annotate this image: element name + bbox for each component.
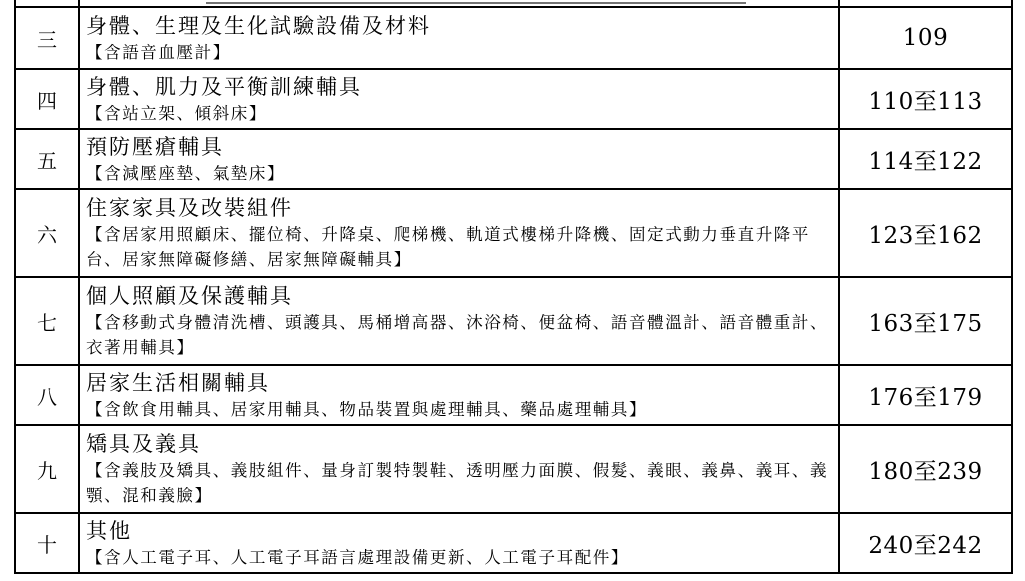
assistive-device-category-table bbox=[14, 0, 1013, 574]
category-title: 預防壓瘡輔具 bbox=[86, 134, 224, 159]
category-content bbox=[79, 425, 839, 513]
table-row bbox=[15, 129, 1012, 189]
category-title: 身體、肌力及平衡訓練輔具 bbox=[86, 74, 362, 99]
category-note: 【含語音血壓計】 bbox=[86, 42, 231, 62]
category-content bbox=[79, 69, 839, 129]
category-note: 【含減壓座墊、氣墊床】 bbox=[86, 163, 286, 183]
table-row bbox=[15, 7, 1012, 69]
table-row bbox=[15, 189, 1012, 277]
table-row bbox=[15, 513, 1012, 573]
page-range: 180至239 bbox=[839, 425, 1012, 513]
category-number: 八 bbox=[15, 365, 79, 425]
category-content bbox=[79, 513, 839, 573]
cut-off-text-fragment bbox=[86, 0, 834, 4]
content-cell bbox=[79, 0, 839, 7]
table-row bbox=[15, 365, 1012, 425]
category-title: 矯具及義具 bbox=[86, 432, 201, 456]
category-number: 四 bbox=[15, 69, 79, 129]
table-row bbox=[15, 69, 1012, 129]
category-note: 【含移動式身體清洗槽、頭護具、馬桶增高器、沐浴椅、便盆椅、語音體溫計、語音體重計、衣著用輔具】 bbox=[86, 313, 829, 357]
category-content bbox=[79, 277, 839, 365]
table-row bbox=[15, 425, 1012, 513]
category-number: 三 bbox=[15, 7, 79, 69]
category-note: 【含義肢及矯具、義肢組件、量身訂製特製鞋、透明壓力面膜、假髮、義眼、義鼻、義耳、義顎、混和義臉】 bbox=[86, 461, 829, 505]
category-title: 居家生活相關輔具 bbox=[86, 370, 270, 395]
category-note: 【含飲食用輔具、居家用輔具、物品裝置與處理輔具、藥品處理輔具】 bbox=[86, 399, 648, 419]
category-title: 身體、生理及生化試驗設備及材料 bbox=[86, 13, 431, 38]
category-note: 【含居家用照顧床、擺位椅、升降桌、爬梯機、軌道式樓梯升降機、固定式動力垂直升降平台、居家無障礙修繕、居家無障礙輔具】 bbox=[86, 225, 810, 269]
page-range: 109 bbox=[839, 7, 1012, 69]
category-content bbox=[79, 7, 839, 69]
number-cell bbox=[15, 0, 79, 7]
category-number: 六 bbox=[15, 189, 79, 277]
category-title: 個人照顧及保護輔具 bbox=[86, 284, 293, 308]
table-row bbox=[15, 277, 1012, 365]
page-range: 176至179 bbox=[839, 365, 1012, 425]
page-range: 240至242 bbox=[839, 513, 1012, 573]
page-range: 114至122 bbox=[839, 129, 1012, 189]
category-number: 五 bbox=[15, 129, 79, 189]
category-number: 十 bbox=[15, 513, 79, 573]
page-range: 123至162 bbox=[839, 189, 1012, 277]
pages-cell bbox=[839, 0, 1012, 7]
category-title: 其他 bbox=[86, 518, 132, 543]
category-number: 九 bbox=[15, 425, 79, 513]
category-number: 七 bbox=[15, 277, 79, 365]
category-title: 住家家具及改裝組件 bbox=[86, 196, 293, 220]
category-note: 【含站立架、傾斜床】 bbox=[86, 103, 267, 123]
page-range: 110至113 bbox=[839, 69, 1012, 129]
category-content bbox=[79, 129, 839, 189]
category-content bbox=[79, 365, 839, 425]
category-note: 【含人工電子耳、人工電子耳語言處理設備更新、人工電子耳配件】 bbox=[86, 547, 629, 567]
page-range: 163至175 bbox=[839, 277, 1012, 365]
category-content bbox=[79, 189, 839, 277]
table-row-partial-top bbox=[15, 0, 1012, 7]
